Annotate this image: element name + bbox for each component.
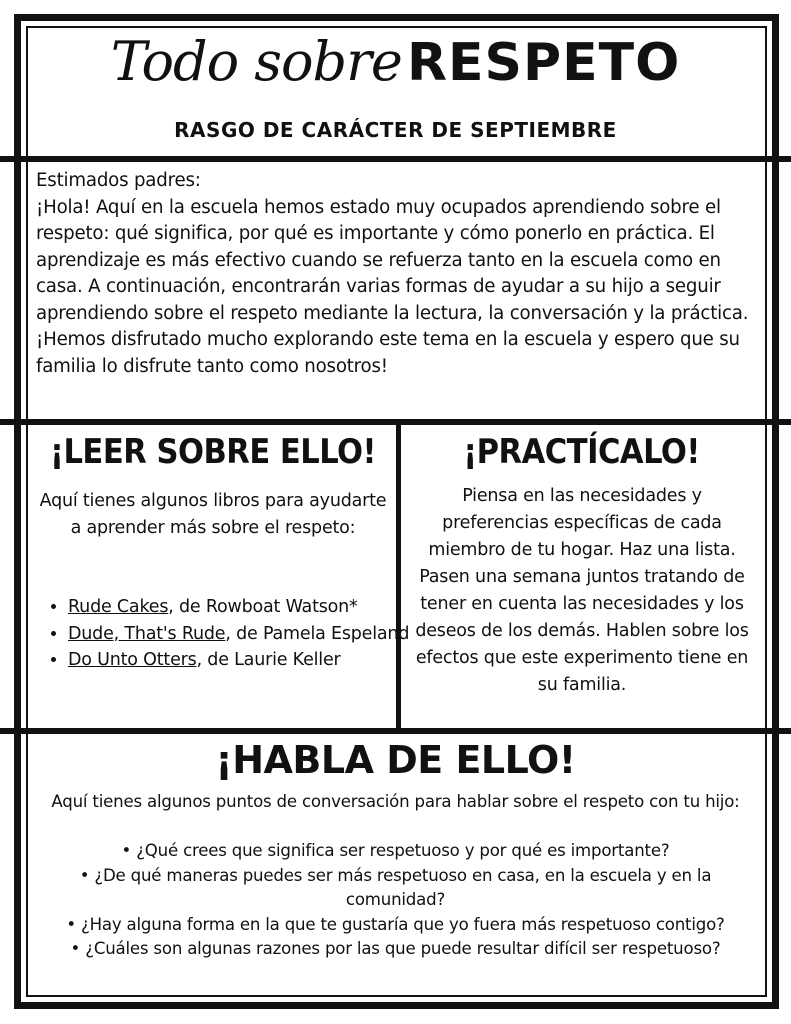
page-title: [0, 30, 791, 93]
practice-heading: ¡PRACTÍCALO!: [463, 432, 700, 472]
book-author: , de Rowboat Watson*: [168, 597, 358, 617]
list-item: [68, 594, 418, 621]
list-item: • ¿Qué crees que significa ser respetuoso y por qué es importante?: [121, 841, 670, 860]
book-author: , de Pamela Espeland: [225, 623, 410, 644]
list-item: [68, 647, 418, 674]
divider-columns-vertical: [396, 425, 401, 728]
page-subtitle: RASGO DE CARÁCTER DE SEPTIEMBRE: [174, 118, 617, 142]
talk-intro: Aquí tienes algunos puntos de conversación para hablar sobre el respeto con tu hijo:: [51, 792, 740, 811]
book-title: Rude Cakes: [68, 597, 169, 617]
book-author: , de Laurie Keller: [196, 650, 341, 670]
divider-header: [0, 156, 791, 162]
list-item: • ¿Cuáles son algunas razones por las que puede resultar difícil ser respetuoso?: [70, 939, 721, 958]
book-title: Do Unto Otters: [68, 650, 197, 670]
title-bold: RESPETO: [406, 33, 681, 93]
book-title: Dude, That's Rude: [68, 623, 226, 644]
book-list: [46, 594, 418, 674]
read-intro: Aquí tienes algunos libros para ayudarte a aprender más sobre el respeto:: [39, 491, 387, 538]
divider-columns: [0, 728, 791, 734]
talk-heading: ¡HABLA DE ELLO!: [215, 738, 576, 782]
read-heading: ¡LEER SOBRE ELLO!: [50, 432, 376, 472]
practice-text: Piensa en las necesidades y preferencias específicas de cada miembro de tu hogar. Haz una lista. Pasen una semana juntos tratando de tener en cuenta las necesidades y los deseos de los demás. Hablen sobre los efectos que este experimento tiene en su familia.: [415, 486, 749, 695]
talk-points: [30, 839, 761, 962]
list-item: • ¿Hay alguna forma en la que te gustaría que yo fuera más respetuoso contigo?: [66, 914, 725, 934]
title-script: Todo sobre: [110, 30, 402, 93]
parent-letter: [36, 168, 758, 380]
list-item: [68, 621, 418, 648]
letter-body: ¡Hola! Aquí en la escuela hemos estado muy ocupados aprendiendo sobre el respeto: qué significa, por qué es importante y cómo ponerlo en práctica. El aprendizaje es más efectivo cuando se refuerza tanto en la escuela como en casa. A continuación, encontrarán varias formas de ayudar a su hijo a seguir aprendiendo sobre el respeto mediante la lectura, la conversación y la práctica. ¡Hemos disfrutado mucho explorando este tema en la escuela y espero que su familia lo disfrute tanto como nosotros!: [36, 196, 749, 377]
list-item: • ¿De qué maneras puedes ser más respetuoso en casa, en la escuela y en la comunidad?: [79, 865, 712, 909]
letter-greeting: Estimados padres:: [36, 170, 201, 191]
